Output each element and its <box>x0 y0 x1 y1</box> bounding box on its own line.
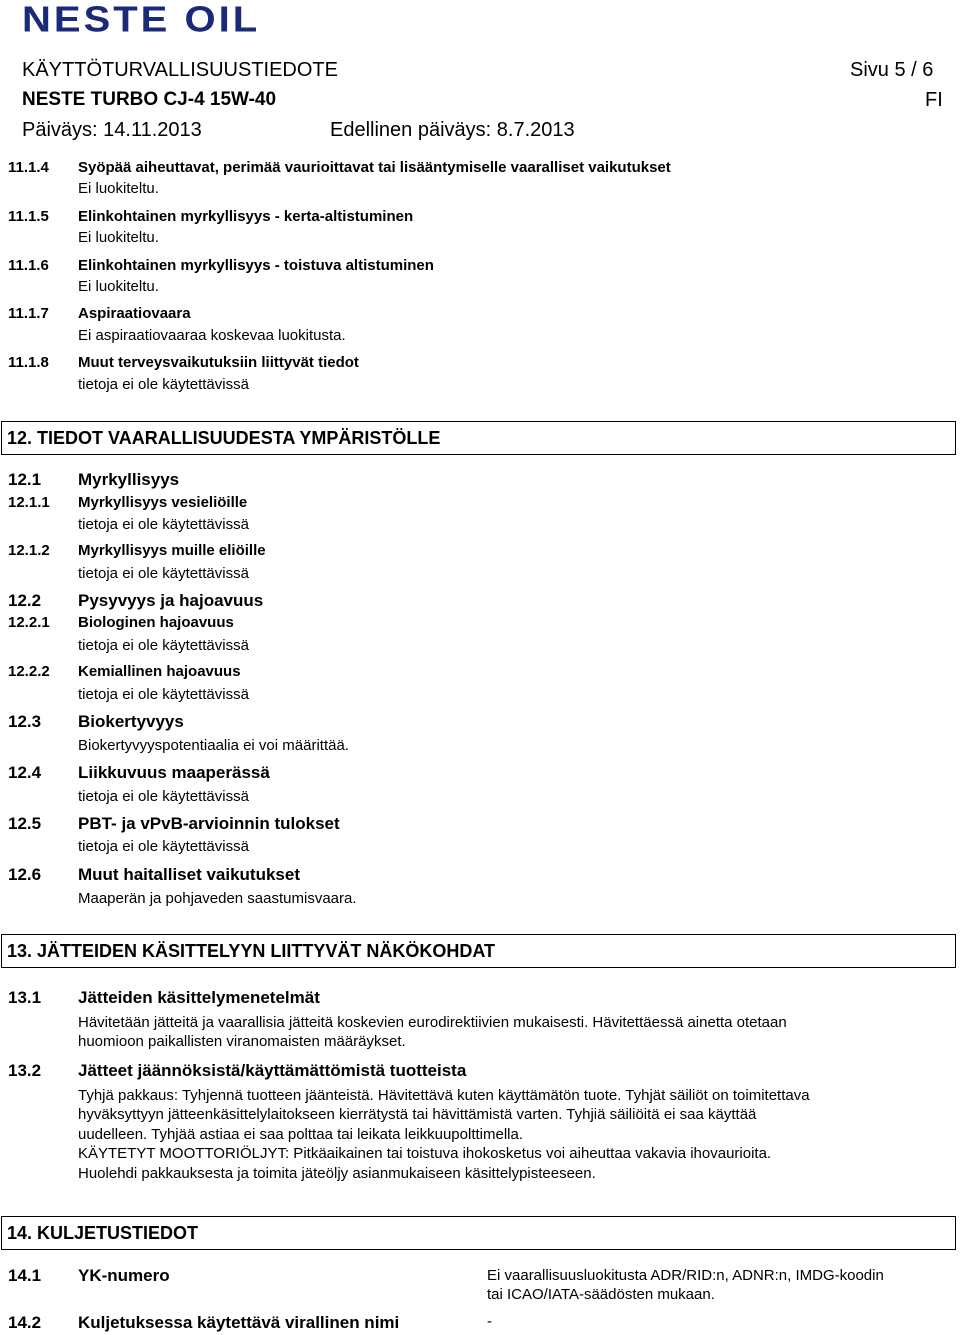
subsection-title: Jätteet jäännöksistä/käyttämättömistä tuotteista <box>78 1061 467 1080</box>
subsection-number: 11.1.5 <box>8 208 49 225</box>
subsection-number: 11.1.4 <box>8 159 49 176</box>
paragraph-line: Hävitetään jätteitä ja vaarallisia jätteitä koskevien eurodirektiivien mukaisesti. Hävitettäessä ainetta otetaan <box>78 1014 787 1031</box>
subsection-text: tietoja ei ole käytettävissä <box>78 376 249 393</box>
language-code: FI <box>925 89 943 111</box>
shipping-name-value: - <box>487 1313 492 1330</box>
un-number-value: Ei vaarallisuusluokitusta ADR/RID:n, ADNR:n, IMDG-koodin <box>487 1267 884 1284</box>
subsection-number: 12.1 <box>8 470 42 489</box>
subsection-title: Pysyvyys ja hajoavuus <box>78 591 264 610</box>
subsection-number: 13.2 <box>8 1061 42 1080</box>
subsection-title: Kuljetuksessa käytettävä virallinen nimi <box>78 1313 400 1332</box>
subsection-title: Biokertyvyys <box>78 712 184 731</box>
subsection-text: Ei luokiteltu. <box>78 229 159 246</box>
page-number: Sivu 5 / 6 <box>850 59 934 81</box>
section-13-heading: 13. JÄTTEIDEN KÄSITTELYYN LIITTYVÄT NÄKÖKOHDAT <box>1 934 956 968</box>
un-number-value-cont: tai ICAO/IATA-säädösten mukaan. <box>487 1286 715 1303</box>
subsection-title: Elinkohtainen myrkyllisyys - toistuva altistuminen <box>78 257 434 274</box>
subsection-number: 12.1.2 <box>8 542 50 559</box>
subsection-number: 14.2 <box>8 1313 42 1332</box>
subsection-title: Myrkyllisyys <box>78 470 180 489</box>
subsection-number: 12.3 <box>8 712 42 731</box>
subsection-text: tietoja ei ole käytettävissä <box>78 516 249 533</box>
subsection-title: Elinkohtainen myrkyllisyys - kerta-altistuminen <box>78 208 414 225</box>
subsection-number: 12.2.2 <box>8 663 50 680</box>
subsection-text: Ei luokiteltu. <box>78 278 159 295</box>
subsection-number: 14.1 <box>8 1266 42 1285</box>
paragraph-line: uudelleen. Tyhjää astiaa ei saa polttaa tai leikata leikkuupolttimella. <box>78 1126 524 1143</box>
subsection-title: Muut terveysvaikutuksiin liittyvät tiedot <box>78 354 359 371</box>
subsection-number: 12.2 <box>8 591 42 610</box>
subsection-title: Aspiraatiovaara <box>78 305 191 322</box>
paragraph-line: huomioon paikallisten viranomaisten määräykset. <box>78 1033 406 1050</box>
subsection-text: Ei aspiraatiovaaraa koskevaa luokitusta. <box>78 327 346 344</box>
subsection-title: Myrkyllisyys muille eliöille <box>78 542 266 559</box>
subsection-title: Kemiallinen hajoavuus <box>78 663 241 680</box>
subsection-title: Muut haitalliset vaikutukset <box>78 865 300 884</box>
paragraph-line: Tyhjä pakkaus: Tyhjennä tuotteen jäänteistä. Hävitettävä kuten käyttämätön tuote. Tyhjät säiliöt on toimitettava <box>78 1087 810 1104</box>
subsection-title: Biologinen hajoavuus <box>78 614 234 631</box>
subsection-text: tietoja ei ole käytettävissä <box>78 686 249 703</box>
subsection-title: Liikkuvuus maaperässä <box>78 763 270 782</box>
section-14-heading: 14. KULJETUSTIEDOT <box>1 1216 956 1250</box>
subsection-number: 12.1.1 <box>8 494 50 511</box>
subsection-number: 12.2.1 <box>8 614 50 631</box>
subsection-text: Ei luokiteltu. <box>78 180 159 197</box>
subsection-title: PBT- ja vPvB-arvioinnin tulokset <box>78 814 340 833</box>
subsection-text: tietoja ei ole käytettävissä <box>78 565 249 582</box>
subsection-number: 12.6 <box>8 865 42 884</box>
subsection-text: Biokertyvyyspotentiaalia ei voi määrittää. <box>78 737 349 754</box>
subsection-text: tietoja ei ole käytettävissä <box>78 637 249 654</box>
subsection-text: tietoja ei ole käytettävissä <box>78 838 249 855</box>
paragraph-line: hyväksyttyyn jätteenkäsittelylaitokseen kierrätystä tai hävittämistä varten. Tyhjiä säiliöitä ei saa käyttää <box>78 1106 757 1123</box>
subsection-title: Jätteiden käsittelymenetelmät <box>78 988 320 1007</box>
issue-date: Päiväys: 14.11.2013 <box>22 119 202 141</box>
subsection-title: Syöpää aiheuttavat, perimää vaurioittavat tai lisääntymiselle vaaralliset vaikutukset <box>78 159 671 176</box>
subsection-title: Myrkyllisyys vesieliöille <box>78 494 248 511</box>
subsection-number: 13.1 <box>8 988 42 1007</box>
paragraph-line: Huolehdi pakkauksesta ja toimita jäteöljy asianmukaiseen käsittelypisteeseen. <box>78 1165 596 1182</box>
subsection-title: YK-numero <box>78 1266 170 1285</box>
previous-date: Edellinen päiväys: 8.7.2013 <box>330 119 575 141</box>
subsection-number: 11.1.7 <box>8 305 49 322</box>
neste-oil-logo: NESTE OIL <box>22 0 261 40</box>
paragraph-line: KÄYTETYT MOOTTORIÖLJYT: Pitkäaikainen tai toistuva ihokosketus voi aiheuttaa vakavia ihovaurioita. <box>78 1145 772 1162</box>
document-type: KÄYTTÖTURVALLISUUSTIEDOTE <box>22 59 338 81</box>
subsection-text: tietoja ei ole käytettävissä <box>78 788 249 805</box>
subsection-text: Maaperän ja pohjaveden saastumisvaara. <box>78 890 357 907</box>
subsection-number: 11.1.6 <box>8 257 49 274</box>
product-name: NESTE TURBO CJ-4 15W-40 <box>22 89 277 110</box>
section-12-heading: 12. TIEDOT VAARALLISUUDESTA YMPÄRISTÖLLE <box>1 421 956 455</box>
subsection-number: 11.1.8 <box>8 354 49 371</box>
subsection-number: 12.4 <box>8 763 42 782</box>
subsection-number: 12.5 <box>8 814 42 833</box>
